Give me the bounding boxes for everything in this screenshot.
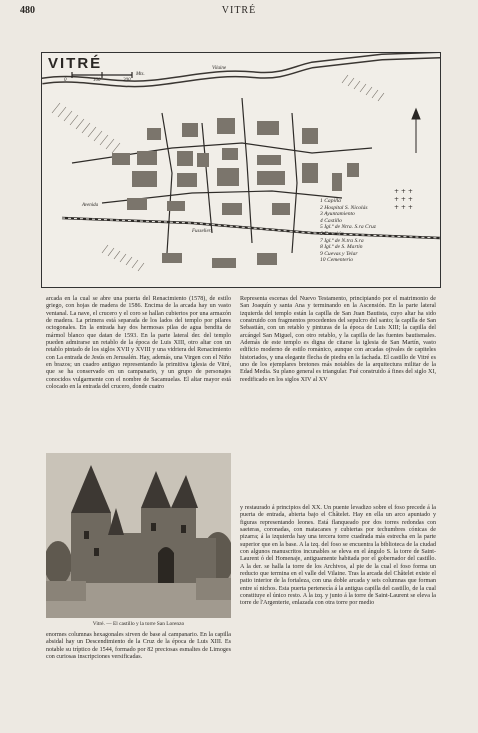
body-paragraph: y restaurado á principios del XX. Un puente levadizo sobre el foso precede á la puerta de entrada, abierta bajo el Châtelet. Hay en ella un arco apuntado y figuras representando leones. Está flanqueado por dos torres redondas con saeteras, coronadas, con matacanes y cubiertas por techumbres cónicas de pizarra; á la izquierda hay una tercera torre cuadrada más estrecha en la parte superior que en la base. A la izq. del foso se encuentra la biblioteca de la ciudad con algunos manuscritos incunables se eleva en el ángulo S. la torre de Saint-Laurent ó del Homenaje, antiguamente habitada por el gobernador del castillo. A la der. se halla la torre de los Archivos, al pie de la cual el foso forma un reducto que termina en el valle del Vilaine. Tras la arcada del Châtelet existe el patio interior de la fortaleza, con una doble arcada y seis columnas que forman entre sí nichos. Esta puerta pertenecía á la antigua capilla del castillo, de la cual constituye el único resto. A la izq. y junto á la torre de Saint-Laurent se eleva la torre de l'Argenterie, enlazada con otra torre por medio: [240, 505, 436, 607]
text-column-left-bottom: [46, 632, 231, 661]
scale-tick-100: 100: [93, 78, 101, 83]
map-legend: [320, 198, 436, 264]
svg-text:+ + +: + + +: [394, 196, 413, 203]
legend-item: 6 Estación: [320, 230, 344, 237]
body-paragraph: Representa escenas del Nuevo Testamento, principiando por el matrimonio de San Joaquín y santa Ana y terminando en la Ascensión. En la parte lateral izquierda del templo están la capilla de San Juan Bautista, cuyo altar ha sido construido con fragmentos procedentes del sepulcro del santo; la capilla de San Sebastián, con un retablo y pinturas de la época de Luis XIII; la capilla del arcángel San Miguel, con otro retablo, y la capilla de las fuentes bautismales. Además de este templo es digna de citarse la iglesia de San Martín, vasto edificio moderno de estilo románico, aunque con arcadas ojivales de capiteles historiados, y una elegante flecha de piedra en la fachada. El castillo de Vitré es uno de los ejemplares bretones más notables de la arquitectura militar de la Edad Media. Su plano general es triangular. Fué construido á fines del siglo XI, reedificado en los siglos XIV al XV: [240, 296, 436, 383]
scale-unit: Mts.: [136, 72, 145, 77]
body-paragraph: enormes columnas hexagonales sirven de base al campanario. En la capilla absidal hay un Descendimiento de la Cruz de la época de Luis XIII. Es notable su tríptico de 1544, formado por 82 preciosas esmaltes de Limoges con curiosas inscripciones versificadas.: [46, 632, 231, 661]
scale-tick-200: 200: [123, 78, 131, 83]
district-label: Fusseliers: [192, 229, 213, 234]
north-arrow-icon: [412, 109, 420, 153]
legend-item: 9 Cuevas y Telar: [320, 250, 358, 257]
city-map: [41, 52, 441, 288]
svg-text:+ + +: + + +: [394, 204, 413, 211]
legend-item: 5 Igl.ª de Ntra. S.ra Cruz: [320, 224, 376, 231]
river-label: Vilaine: [212, 66, 227, 71]
legend-item: 1 Capilla: [320, 198, 341, 204]
svg-text:+ + +: + + +: [394, 188, 413, 195]
photo-caption: Vitré. — El castillo y la torre San Lorenzo: [92, 621, 185, 627]
running-title: VITRÉ: [221, 5, 257, 16]
legend-item: 8 Igl.ª de S. Martín: [320, 244, 363, 251]
body-paragraph: arcada en la cual se abre una puerta del Renacimiento (1578), de estilo griego, con hojas de madera de 1586. Encima de la arcada hay un vasto ventanal. La nave, el crucero y el coro se hallan cubiertos por una armazón de madera. La primera está separada de los lados del templo por pilares octogonales. En la entrada hay dos hermosas pilas de agua bendita de mármol blanco que datan de 1593. En la parte lateral der. del templo pueden admirarse un retablo de la época de Luis XIII, otro altar con un retablo pintado de los siglos XVII y XVIII y una vidriera del Renacimiento con La entrada de Jesús en Jerusalén. Hay, además, una Virgen con el Niño en brazos; un cuadro antiguo representando la primitiva iglesia de Vitré, que se ha conservado en un campanario, y un grupo de personajes conocidos vulgarmente con el nombre de Sacamuelas. El altar mayor está colocado en la entrada del crucero, donde cuatro: [46, 296, 231, 391]
castle-photo: [46, 453, 231, 618]
legend-item: 4 Castillo: [320, 217, 342, 224]
scale-tick-0: 0: [64, 78, 67, 83]
avenue-label: Avenida: [82, 203, 99, 208]
page-number: 480: [20, 5, 35, 16]
castle-illustration: [46, 453, 231, 618]
page-header: [20, 5, 458, 21]
legend-item: 10 Cementerio: [320, 257, 354, 264]
text-column-right-top: [240, 296, 436, 384]
text-column-left-top: [46, 296, 231, 391]
legend-item: 2 Hospital S. Nicolás: [320, 204, 368, 211]
legend-item: 7 Igl.ª de N.tra S.ra: [320, 237, 364, 244]
text-column-right-bottom: [240, 505, 436, 608]
legend-item: 3 Ayuntamiento: [320, 211, 355, 218]
map-title: VITRÉ: [48, 55, 103, 72]
